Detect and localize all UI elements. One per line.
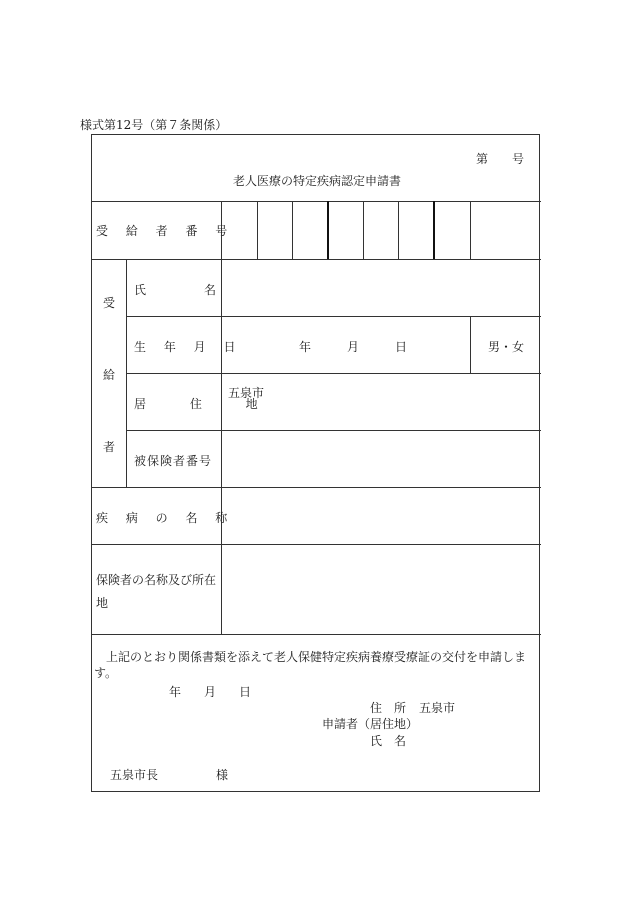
insured-number-label: 被保険者番号	[134, 454, 213, 468]
digit-box-divider	[398, 201, 399, 259]
row-divider	[126, 430, 541, 431]
recipient-group-label: 者	[103, 440, 116, 454]
row-divider	[126, 316, 541, 317]
address-prefill[interactable]: 五泉市	[228, 386, 265, 400]
recipient-group-divider	[126, 259, 127, 487]
form-number: 様式第12号（第７条関係）	[80, 118, 228, 132]
sex-column-divider	[470, 201, 471, 259]
disease-label: 疾 病 の 名 称	[96, 511, 235, 525]
label-column-divider	[221, 201, 222, 634]
birthdate-month: 月	[347, 340, 360, 354]
name-label: 名	[204, 283, 217, 297]
insurer-label: 保険者の名称及び所在	[96, 573, 217, 587]
recipient-number-label: 受 給 者 番 号	[96, 224, 235, 238]
row-divider	[91, 487, 541, 488]
address-label: 居 住 地	[134, 397, 278, 411]
honorific: 様	[216, 768, 229, 782]
form-title: 老人医療の特定疾病認定申請書	[233, 174, 402, 188]
number-label: 第 号	[476, 152, 525, 166]
declaration-text: 上記のとおり関係書類を添えて老人保健特定疾病養療受療証の交付を申請しま	[106, 650, 527, 664]
birthdate-year: 年	[299, 340, 312, 354]
declaration-text: す。	[94, 666, 118, 680]
insurer-label: 地	[96, 596, 109, 610]
applicant-address-city: 五泉市	[419, 701, 456, 715]
birthdate-label: 生 年 月 日	[134, 340, 243, 354]
row-divider	[91, 259, 541, 260]
applicant-name-label: 氏 名	[370, 734, 407, 748]
sex-options[interactable]: 男・女	[488, 340, 525, 354]
name-label: 氏	[134, 283, 147, 297]
row-divider	[126, 373, 541, 374]
applicant-address-label: 住 所	[370, 701, 407, 715]
recipient-group-label: 給	[103, 368, 116, 382]
digit-box-divider	[292, 201, 293, 259]
digit-box-divider-bold	[327, 201, 329, 259]
birthdate-day: 日	[395, 340, 408, 354]
applicant-label: 申請者（居住地）	[322, 717, 419, 731]
application-date-year: 年	[169, 685, 182, 699]
digit-box-divider	[257, 201, 258, 259]
addressee: 五泉市長	[110, 768, 159, 782]
digit-box-divider	[363, 201, 364, 259]
application-date-day: 日	[239, 685, 252, 699]
sex-column-divider	[470, 316, 471, 373]
recipient-group-label: 受	[103, 296, 116, 310]
row-divider	[91, 544, 541, 545]
row-divider	[91, 634, 541, 635]
row-divider	[91, 201, 541, 202]
application-date-month: 月	[204, 685, 217, 699]
digit-box-divider-bold	[433, 201, 435, 259]
